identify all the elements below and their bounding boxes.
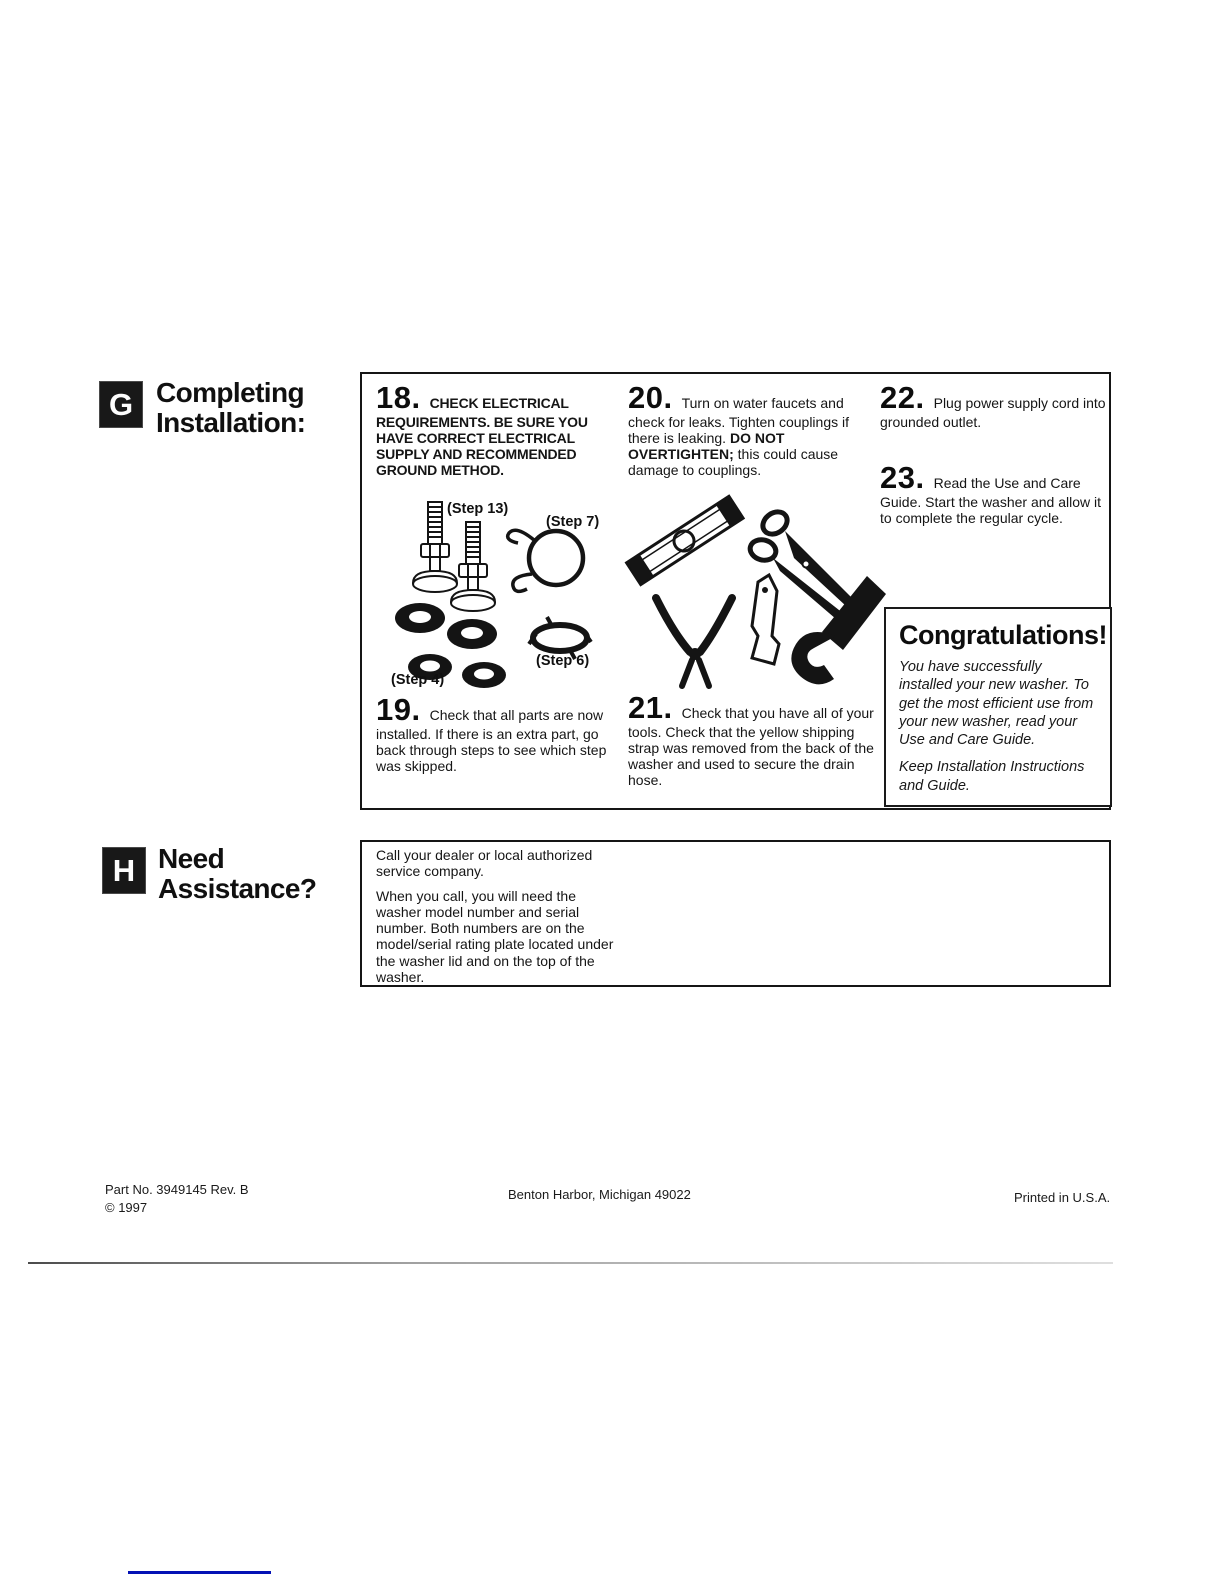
parts-label-step4: (Step 4) <box>391 672 445 688</box>
congratulations-box <box>884 607 1112 807</box>
step-20 <box>628 380 874 479</box>
page-divider-rule <box>28 1262 1113 1264</box>
step-20-text2: this could cause damage to couplings. <box>628 446 839 479</box>
step-18-text: CHECK ELECTRICAL REQUIREMENTS. BE SURE YOU HAVE CORRECT ELECTRICAL SUPPLY AND RECOMMENDED GROUND METHOD. <box>376 395 588 479</box>
section-h-title <box>158 844 378 904</box>
section-g-title <box>156 378 366 438</box>
section-h-title-line2: Assistance? <box>158 873 317 905</box>
congratulations-title: Congratulations! <box>899 620 1107 650</box>
congratulations-para1: You have successfully installed your new washer. To get the most efficient use from your new washer, read your Use and Care Guide. <box>899 659 1094 749</box>
footer-printed: Printed in U.S.A. <box>1014 1190 1111 1205</box>
footer-city: Benton Harbor, Michigan 49022 <box>508 1187 691 1202</box>
step-23-text: Read the Use and Care Guide. Start the washer and allow it to complete the regular cycle. <box>880 475 1102 527</box>
assistance-text <box>376 847 618 994</box>
step-21 <box>628 690 880 789</box>
section-g-title-line2: Installation: <box>156 407 306 439</box>
hose-clamp-icon <box>508 530 583 591</box>
step-22-text: Plug power supply cord into grounded outlet. <box>880 395 1106 431</box>
step-23 <box>880 460 1110 527</box>
step-20-bold-text: DO NOT OVERTIGHTEN; <box>628 430 785 463</box>
assistance-para1: Call your dealer or local authorized service company. <box>376 847 593 880</box>
step-20-text1: Turn on water faucets and check for leaks. Tighten couplings if there is leaking. <box>628 395 850 447</box>
tools-figure <box>622 486 896 692</box>
step-18-number: 18. <box>376 380 421 415</box>
utility-knife-icon <box>752 575 779 664</box>
step-19-number: 19. <box>376 692 421 727</box>
step-21-text: Check that you have all of your tools. Check that the yellow shipping strap was removed from the back of the washer and used to secure the drain hose. <box>628 705 874 789</box>
step-19-text: Check that all parts are now installed. If there is an extra part, go back through steps to see which step was skipped. <box>376 707 607 775</box>
footer-part-number <box>105 1181 249 1216</box>
copyright-text: © 1997 <box>105 1199 148 1215</box>
step-18 <box>376 380 614 479</box>
parts-label-step6: (Step 6) <box>536 653 590 669</box>
congratulations-para2: Keep Installation Instructions and Guide. <box>899 759 1085 794</box>
step-20-number: 20. <box>628 380 673 415</box>
pliers-icon <box>656 598 732 686</box>
level-icon <box>627 496 743 584</box>
step-22 <box>880 380 1106 431</box>
leveling-legs-icon <box>413 502 495 611</box>
step-19 <box>376 692 620 775</box>
step-21-number: 21. <box>628 690 673 725</box>
section-h-icon: H <box>103 848 145 893</box>
section-g-icon: G <box>100 382 142 427</box>
parts-label-step7: (Step 7) <box>546 514 600 530</box>
section-h-title-line1: Need <box>158 843 225 874</box>
assistance-para2: When you call, you will need the washer model number and serial number. Both numbers are on the model/serial rating plate located under the washer lid and on the top of the washer. <box>376 888 614 985</box>
step-22-number: 22. <box>880 380 925 415</box>
step-23-number: 23. <box>880 460 925 495</box>
bottom-blue-rule <box>128 1571 271 1574</box>
part-number-text: Part No. 3949145 Rev. B <box>105 1182 249 1197</box>
parts-label-step13: (Step 13) <box>447 501 509 517</box>
section-g-title-line1: Completing <box>156 377 304 408</box>
